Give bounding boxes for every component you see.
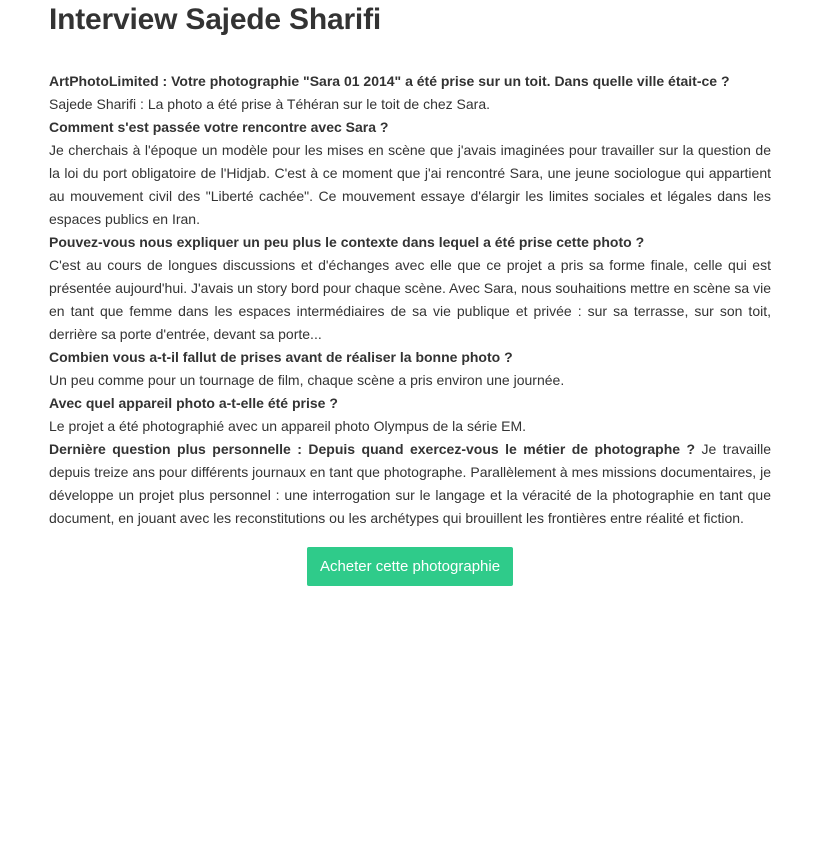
last-question-block <box>49 438 771 530</box>
answer-2: Je cherchais à l'époque un modèle pour les mises en scène que j'avais imaginées pour travailler sur la question de la loi du port obligatoire de l'Hidjab. C'est à ce moment que j'ai rencontré Sara, une jeune sociologue qui appartient au mouvement civil des "Liberté cachée". Ce mouvement essaye d'élargir les limites sociales et légales dans les espaces publics en Iran. <box>49 142 771 227</box>
buy-photo-button[interactable]: Acheter cette photographie <box>307 547 513 586</box>
cta-container <box>49 547 771 586</box>
answer-6: Je travaille depuis treize ans pour différents journaux en tant que photographe. Parallèlement à mes missions documentaires, je développe un projet plus personnel : une interrogation sur le langage et la véracité de la photographie en tant que document, en jouant avec les reconstitutions ou les archétypes qui brouillent les frontières entre réalité et fiction. <box>49 441 771 526</box>
question-1: ArtPhotoLimited : Votre photographie "Sara 01 2014" a été prise sur un toit. Dans quelle ville était-ce ? <box>49 73 730 89</box>
answer-4: Un peu comme pour un tournage de film, chaque scène a pris environ une journée. <box>49 372 565 388</box>
question-3: Pouvez-vous nous expliquer un peu plus le contexte dans lequel a été prise cette photo ? <box>49 234 645 250</box>
interview-content <box>49 70 771 530</box>
answer-1: Sajede Sharifi : La photo a été prise à Téhéran sur le toit de chez Sara. <box>49 96 491 112</box>
question-4: Combien vous a-t-il fallut de prises avant de réaliser la bonne photo ? <box>49 349 513 365</box>
answer-5: Le projet a été photographié avec un appareil photo Olympus de la série EM. <box>49 418 527 434</box>
answer-3: C'est au cours de longues discussions et d'échanges avec elle que ce projet a pris sa forme finale, celle qui est présentée aujourd'hui. J'avais un story bord pour chaque scène. Avec Sara, nous souhaitions mettre en scène sa vie en tant que femme dans les espaces intermédiaires de sa vie publique et privée : sur sa terrasse, sur son toit, derrière sa porte d'entrée, devant sa porte... <box>49 257 771 342</box>
question-2: Comment s'est passée votre rencontre avec Sara ? <box>49 119 389 135</box>
question-5: Avec quel appareil photo a-t-elle été prise ? <box>49 395 338 411</box>
question-6: Dernière question plus personnelle : Depuis quand exercez-vous le métier de photographe ? <box>49 441 696 457</box>
page-title: Interview Sajede Sharifi <box>49 3 381 36</box>
